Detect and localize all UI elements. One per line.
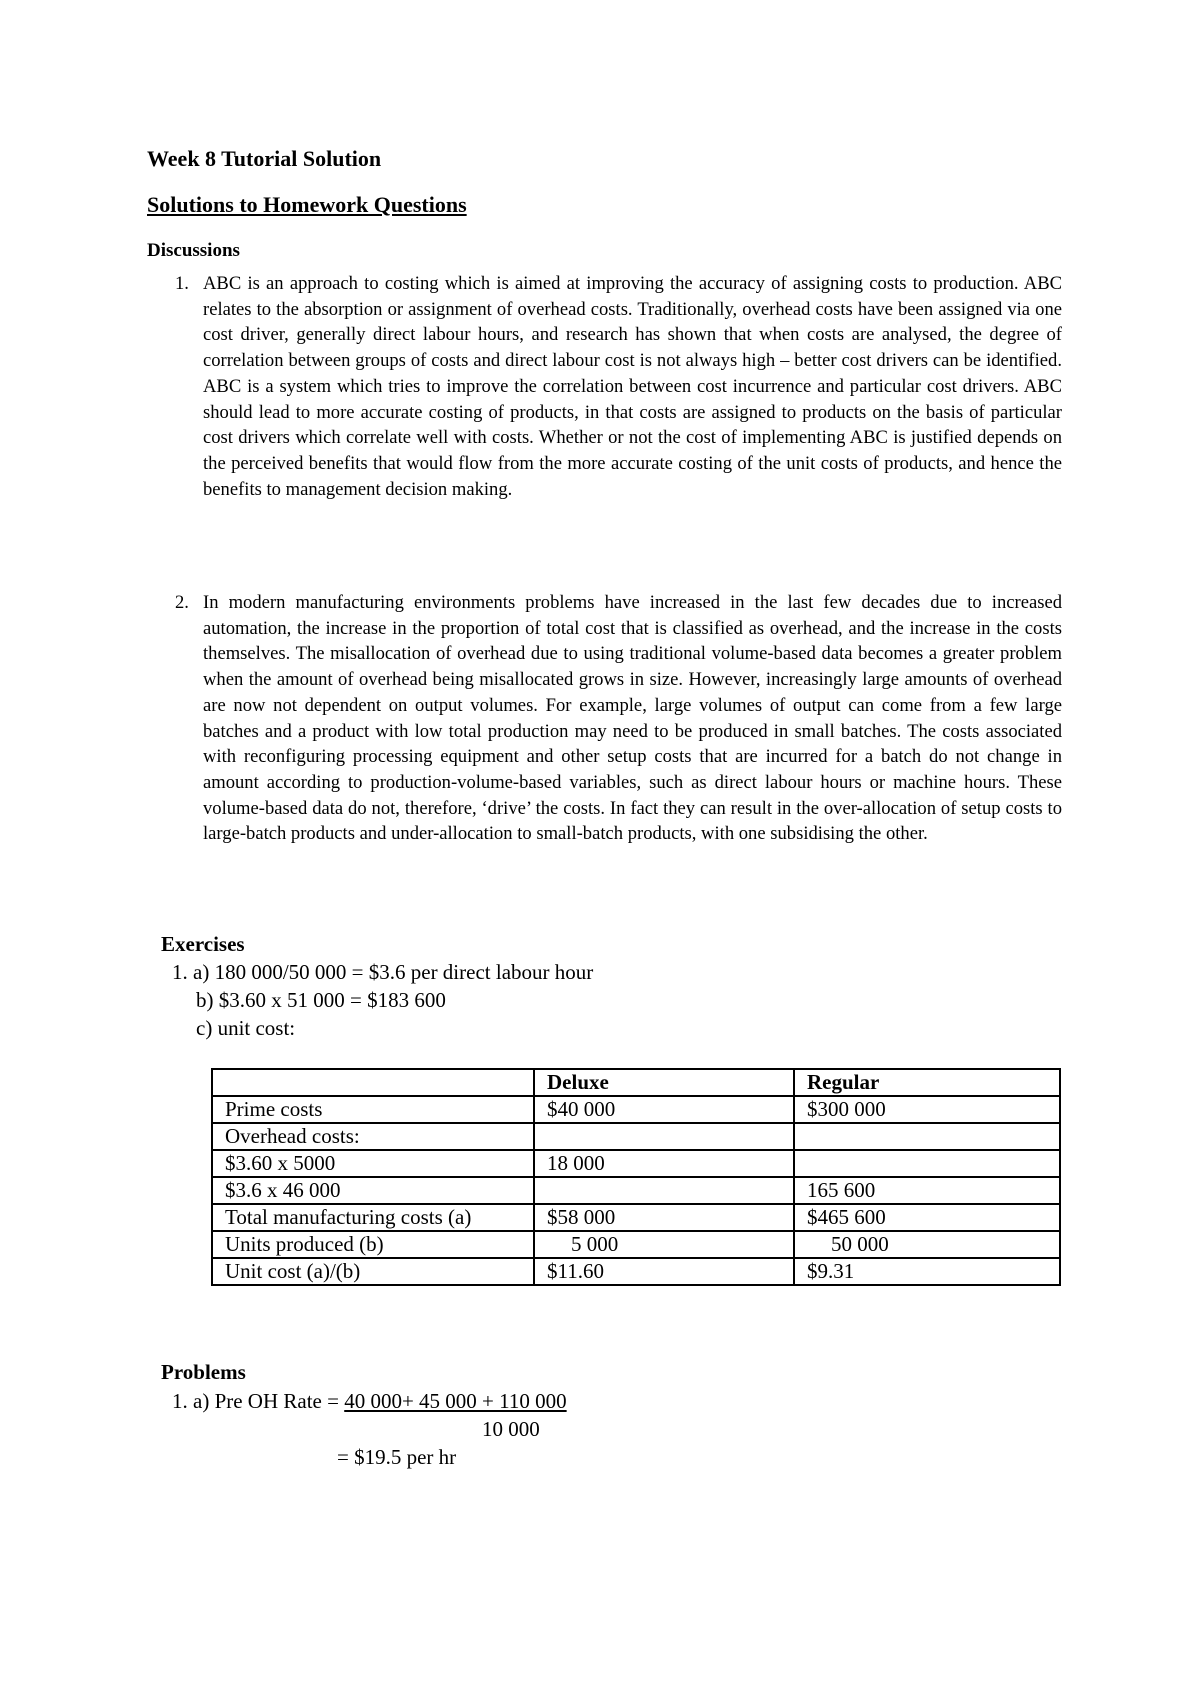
table-row [212, 1123, 1060, 1150]
discussion-text: ABC is an approach to costing which is aimed at improving the accuracy of assigning costs to production. ABC relates to the absorption or assignment of overhead costs. Traditionally, overhead costs have been assigned via one cost driver, generally direct labour hours, and research has shown that when costs are analysed, the degree of correlation between groups of costs and direct labour cost is not always high – better cost drivers can be identified. ABC is a system which tries to improve the correlation between cost incurrence and particular cost drivers. ABC should lead to more accurate costing of products, in that costs are assigned to products on the basis of particular cost drivers which correlate well with costs. Whether or not the cost of implementing ABC is justified depends on the perceived benefits that would flow from the more accurate costing of the unit costs of products, and hence the benefits to management decision making. [203, 273, 1062, 500]
table-cell [794, 1123, 1060, 1150]
table-cell: Total manufacturing costs (a) [212, 1204, 534, 1231]
problems-heading: Problems [161, 1360, 246, 1384]
rate-numerator: 40 000+ 45 000 + 110 000 [344, 1389, 567, 1413]
table-cell: $58 000 [534, 1204, 794, 1231]
table-cell: Overhead costs: [212, 1123, 534, 1150]
rate-result: = $19.5 per hr [337, 1445, 457, 1469]
table-cell: $40 000 [534, 1096, 794, 1123]
table-row [212, 1096, 1060, 1123]
table-cell: 5 000 [534, 1231, 794, 1258]
discussion-text: In modern manufacturing environments problems have increased in the last few decades due to increased automation, the increase in the proportion of total cost that is classified as overhead, and the increase in the costs themselves. The misallocation of overhead due to using traditional volume-based data becomes a greater problem when the amount of overhead being misallocated grows in size. However, increasingly large amounts of overhead are now not dependent on output volumes. For example, large volumes of output can come from a few large batches and a product with low total production may need to be produced in small batches. The costs associated with reconfiguring processing equipment and other setup costs that are incurred for a batch do not change in amount according to production-volume-based variables, such as direct labour hours or machine hours. These volume-based data do not, therefore, ‘drive’ the costs. In fact they can result in the over-allocation of setup costs to large-batch products and under-allocation to small-batch products, with one subsidising the other. [203, 592, 1062, 845]
exercises-heading: Exercises [161, 932, 245, 956]
table-cell: $300 000 [794, 1096, 1060, 1123]
unit-cost-table [211, 1068, 1061, 1286]
table-cell: Unit cost (a)/(b) [212, 1258, 534, 1285]
discussion-item [147, 271, 1062, 502]
table-cell [534, 1123, 794, 1150]
problem-line-a [172, 1389, 567, 1414]
exercise-line-b: b) $3.60 x 51 000 = $183 600 [196, 988, 446, 1012]
table-cell: Prime costs [212, 1096, 534, 1123]
table-cell: $3.6 x 46 000 [212, 1177, 534, 1204]
discussions-heading: Discussions [147, 240, 240, 261]
table-cell: $11.60 [534, 1258, 794, 1285]
discussion-number: 2. [175, 592, 189, 613]
table-row [212, 1177, 1060, 1204]
table-cell [794, 1150, 1060, 1177]
exercise-line-a: 1. a) 180 000/50 000 = $3.6 per direct labour hour [172, 960, 594, 984]
table-cell: 50 000 [794, 1231, 1060, 1258]
table-cell: 165 600 [794, 1177, 1060, 1204]
table-header-row [212, 1069, 1060, 1096]
table-row [212, 1204, 1060, 1231]
table-row [212, 1231, 1060, 1258]
rate-denominator: 10 000 [482, 1417, 540, 1441]
table-header-cell: Regular [794, 1069, 1060, 1096]
table-cell: $9.31 [794, 1258, 1060, 1285]
table-cell: 18 000 [534, 1150, 794, 1177]
table-cell: $3.60 x 5000 [212, 1150, 534, 1177]
discussion-item [147, 590, 1062, 847]
table-cell [534, 1177, 794, 1204]
exercise-line-c: c) unit cost: [196, 1016, 296, 1040]
table-row [212, 1150, 1060, 1177]
page-title: Week 8 Tutorial Solution [147, 146, 382, 171]
table-row [212, 1258, 1060, 1285]
table-cell: $465 600 [794, 1204, 1060, 1231]
table-header-cell: Deluxe [534, 1069, 794, 1096]
problem-prefix: 1. a) Pre OH Rate = [172, 1389, 345, 1413]
discussion-number: 1. [175, 273, 189, 294]
page-subtitle: Solutions to Homework Questions [147, 192, 467, 217]
table-header-cell [212, 1069, 534, 1096]
table-cell: Units produced (b) [212, 1231, 534, 1258]
